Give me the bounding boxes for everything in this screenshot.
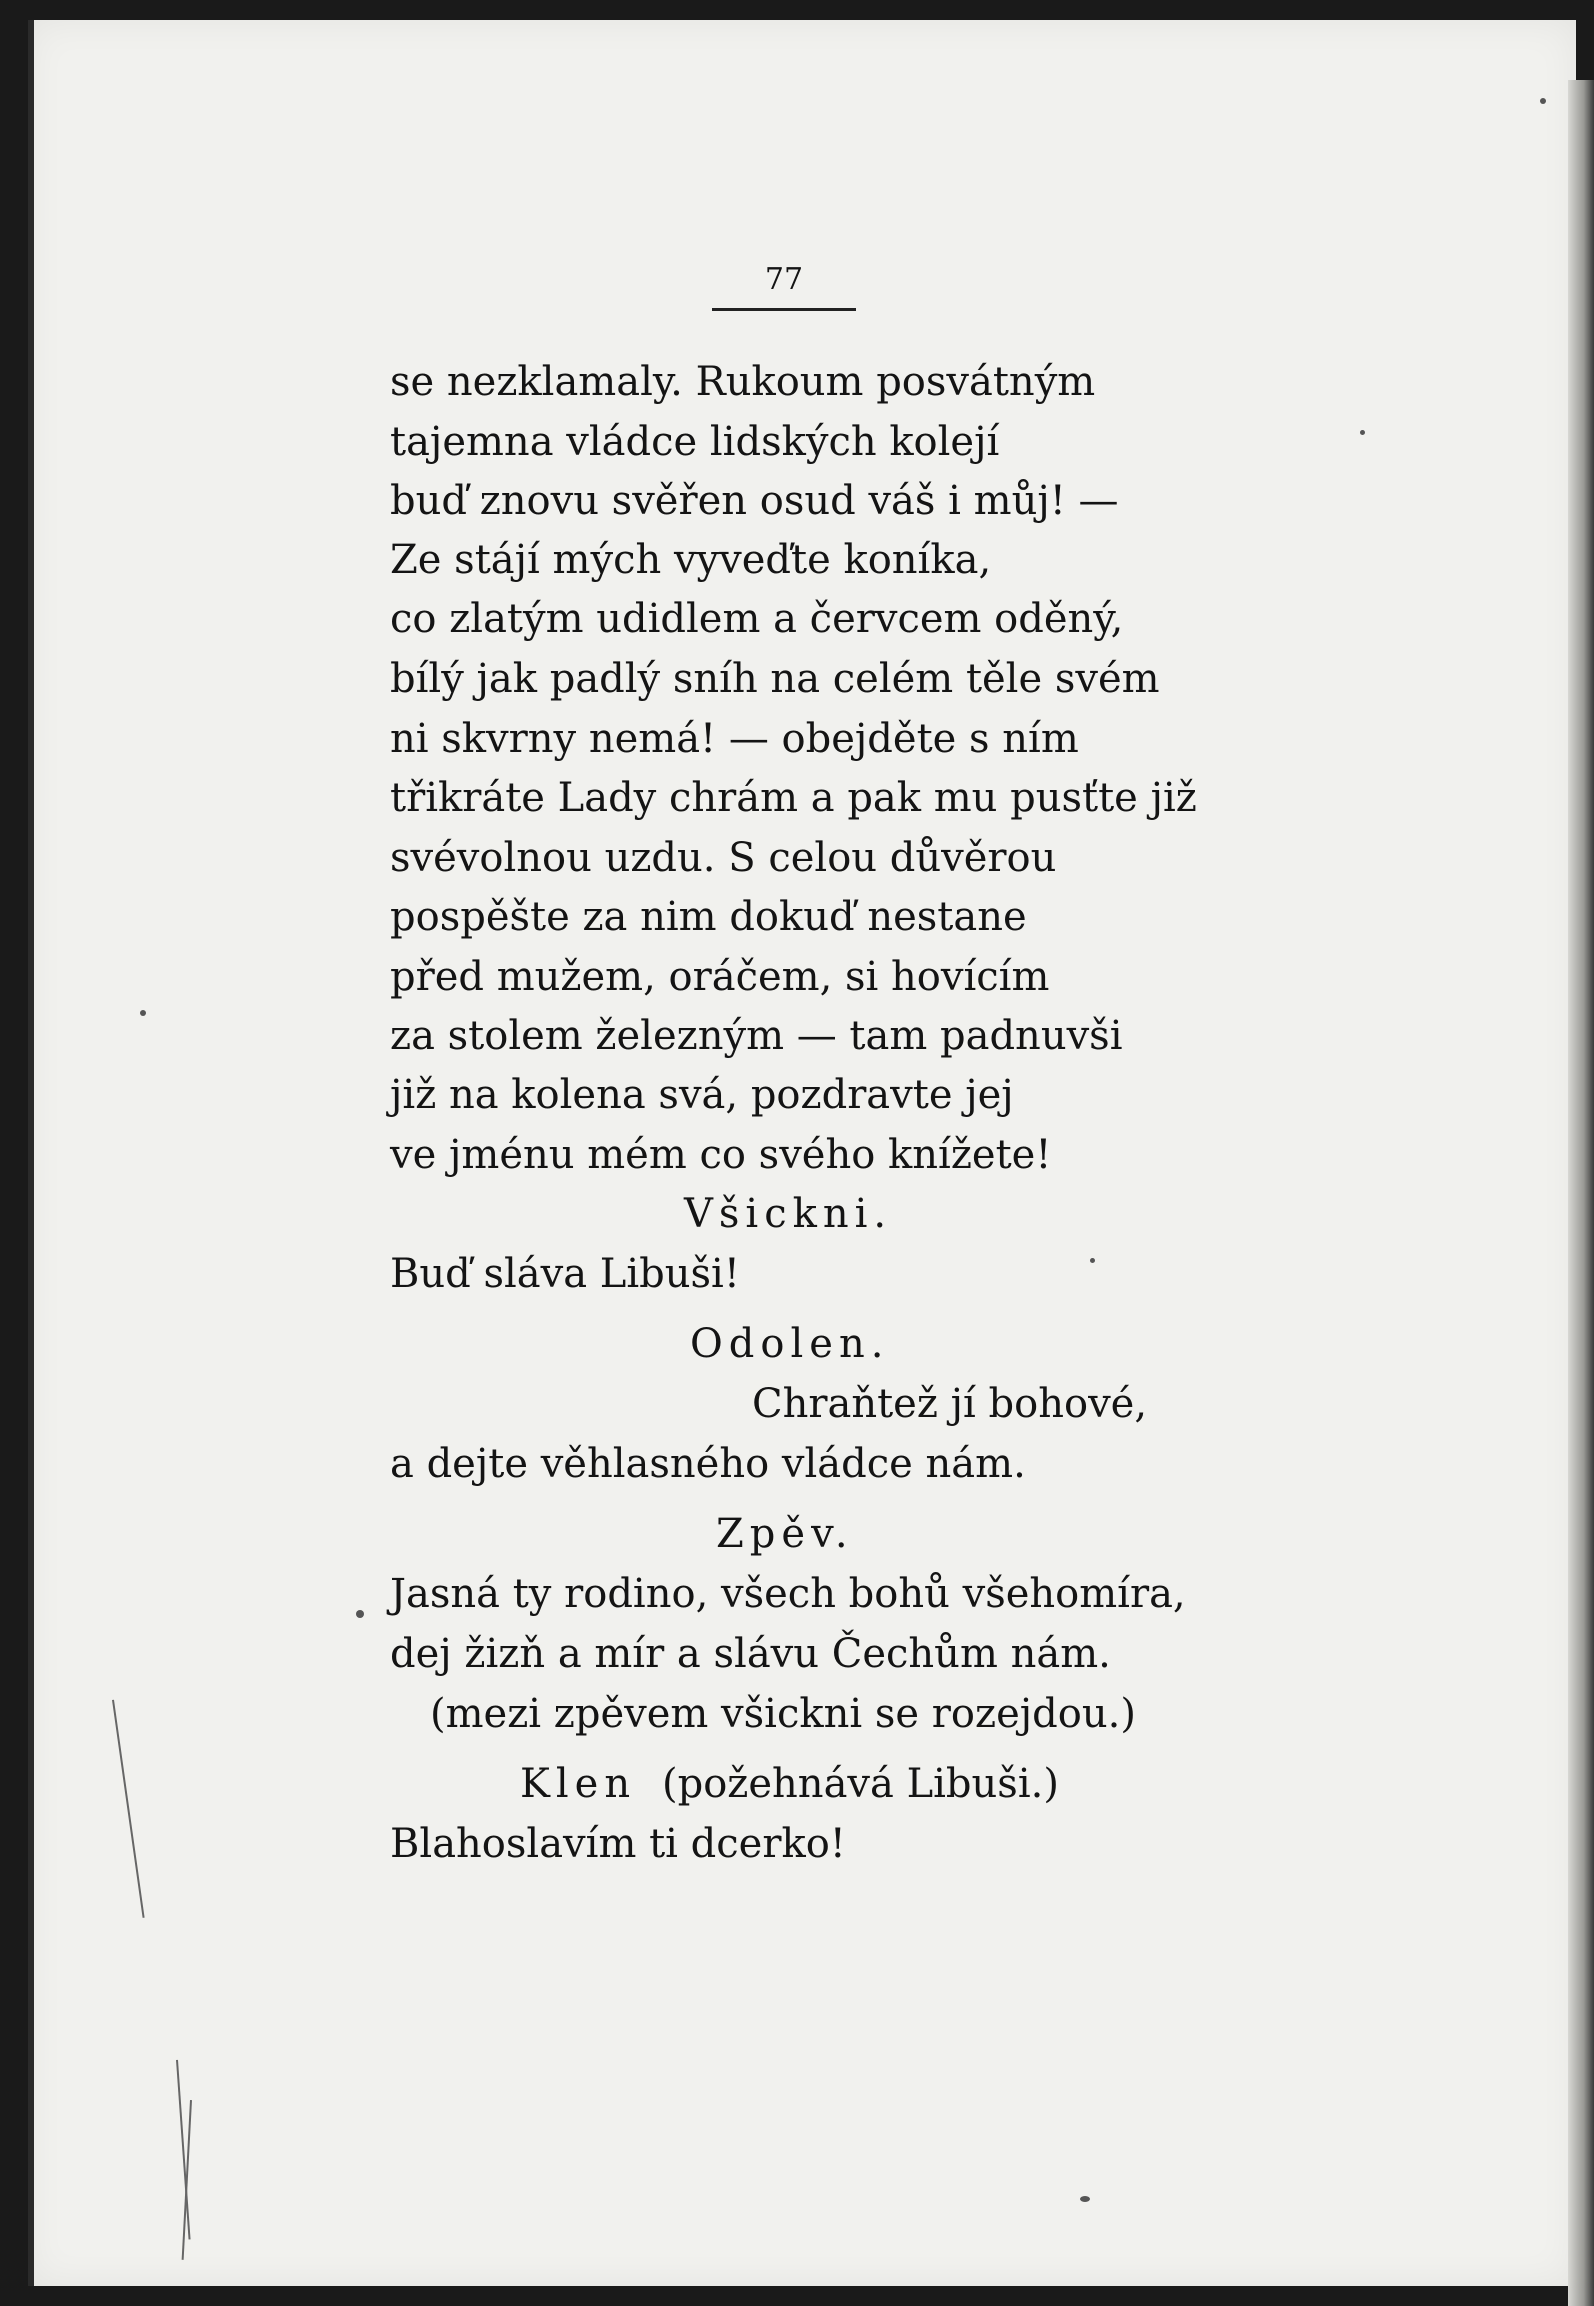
- page-left-edge: [28, 20, 34, 2286]
- page-right-edge: [1568, 80, 1594, 2306]
- text-line: za stolem železným — tam padnuvši: [390, 1013, 1123, 1059]
- text-line: Buď sláva Libuši!: [390, 1251, 740, 1297]
- page-number-rule: [712, 308, 856, 311]
- scan-speck: [356, 1610, 364, 1618]
- text-line: co zlatým udidlem a červcem oděný,: [390, 596, 1124, 642]
- speaker-name: Klen: [520, 1761, 637, 1807]
- text-line: a dejte věhlasného vládce nám.: [390, 1441, 1026, 1487]
- text-line: před mužem, oráčem, si hovícím: [390, 954, 1050, 1000]
- speaker-name: Odolen.: [690, 1321, 890, 1367]
- text-line: třikráte Lady chrám a pak mu pusťte již: [390, 775, 1197, 821]
- text-line: ve jménu mém co svého knížete!: [390, 1132, 1052, 1178]
- text-line: tajemna vládce lidských kolejí: [390, 419, 1000, 465]
- text-line: již na kolena svá, pozdravte jej: [390, 1072, 1014, 1118]
- stage-direction: (mezi zpěvem všickni se rozejdou.): [430, 1691, 1136, 1737]
- text-line: svévolnou uzdu. S celou důvěrou: [390, 835, 1057, 881]
- text-line: pospěšte za nim dokuď nestane: [390, 894, 1027, 940]
- text-line: Chraňtež jí bohové,: [752, 1381, 1148, 1427]
- scan-speck: [1360, 430, 1365, 435]
- scan-speck: [1540, 98, 1546, 104]
- text-line: dej žizň a mír a slávu Čechům nám.: [390, 1631, 1111, 1677]
- text-line: Ze stájí mých vyveďte koníka,: [390, 537, 992, 583]
- text-line: se nezklamaly. Rukoum posvátným: [390, 359, 1096, 405]
- scan-speck: [140, 1010, 146, 1016]
- text-line: buď znovu svěřen osud váš i můj! —: [390, 478, 1119, 524]
- text-line: ni skvrny nemá! — obejděte s ním: [390, 716, 1079, 762]
- page-number: 77: [764, 262, 804, 297]
- speaker-name: Všickni.: [684, 1191, 893, 1237]
- text-line: bílý jak padlý sníh na celém těle svém: [390, 656, 1160, 702]
- text-line: Jasná ty rodino, všech bohů všehomíra,: [390, 1571, 1186, 1617]
- stage-direction: (požehnává Libuši.): [662, 1761, 1059, 1807]
- speaker-name: Zpěv.: [716, 1511, 854, 1557]
- scan-speck: [1080, 2196, 1090, 2202]
- scan-speck: [1090, 1258, 1095, 1263]
- text-line: Blahoslavím ti dcerko!: [390, 1821, 846, 1867]
